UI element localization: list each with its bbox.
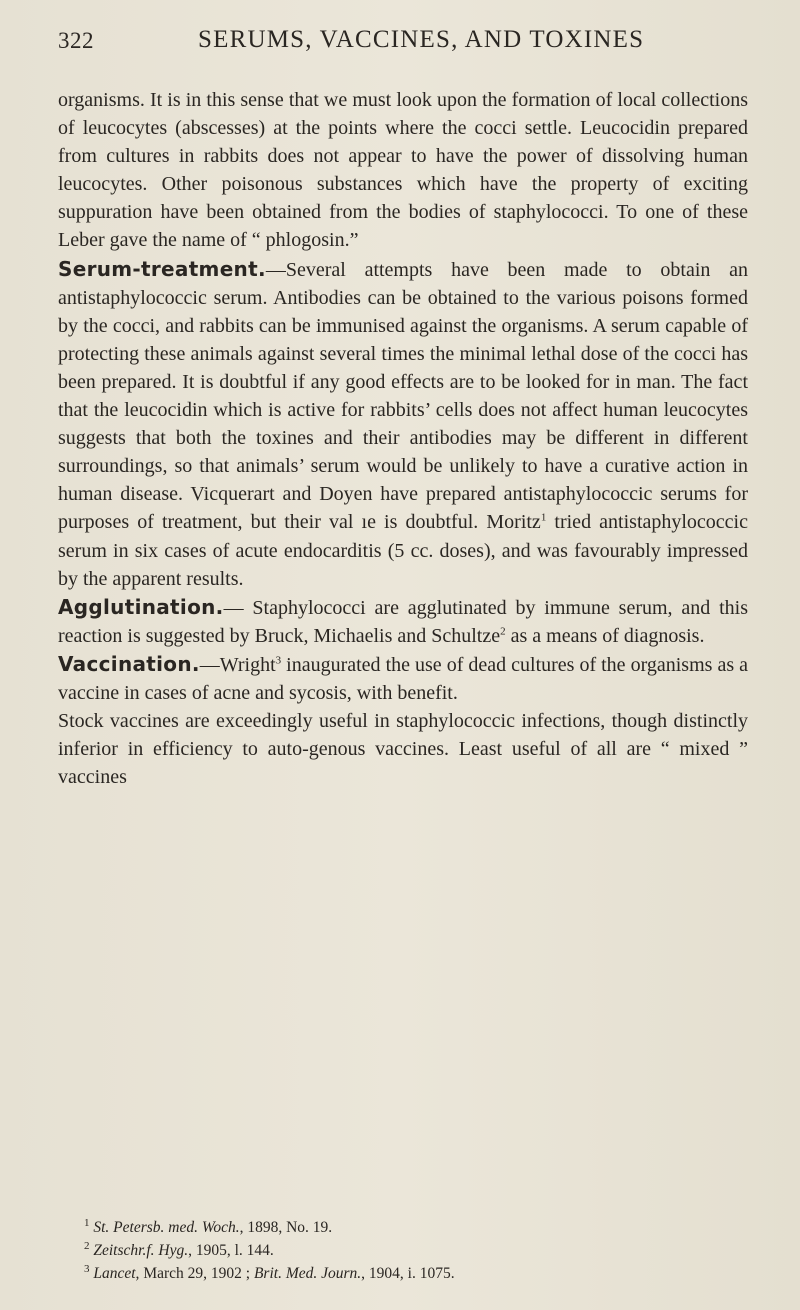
footnotes: [84, 1216, 724, 1285]
stock-vaccines-paragraph: Stock vaccines are exceedingly useful in staphylococcic infections, though distinctly inferior in efficiency to auto-genous vaccines. Least useful of all are “ mixed ” vaccines: [58, 710, 748, 789]
vaccination-heading: Vaccination.: [58, 651, 200, 676]
footnote-mark: 3: [84, 1262, 90, 1275]
footnote-mark: 1: [84, 1216, 90, 1229]
footnote-source: Zeitschr.f. Hyg.: [93, 1242, 189, 1259]
intro-paragraph: organisms. It is in this sense that we must look upon the formation of local collections of leucocytes (abscesses) at the points where the cocci settle. Leucocidin prepared from cultures in rabbits does not appear to have the power of dissolving human leucocytes. Other poisonous substances which have the property of exciting suppuration have been obtained from the bodies of staphylococci. To one of these Leber gave the name of “ phlogosin.”: [58, 89, 748, 252]
footnote-detail: March 29, 1902 ;: [139, 1265, 254, 1282]
footnote-ref-3: 3: [275, 654, 282, 667]
serum-treatment-text-1: —Several attempts have been made to obtain an antistaphylococcic serum. Antibodies can be obtained to the various poisons formed by the cocci, and rabbits can be immunised against the organisms. A serum capable of protecting these animals against several times the minimal lethal dose of the cocci has been prepared. It is doubtful if any good effects are to be looked for in man. The fact that the leucocidin which is active for rabbits’ cells does not affect human leucocytes suggests that both the toxines and their antibodies may be different in different surroundings, so that animals’ serum would be unlikely to have a curative action in human disease. Vicquerart and Doyen have prepared antistaphylococcic serums for purposes of treatment, but their val ıe is doubtful. Moritz: [58, 258, 748, 534]
page-header: [58, 22, 668, 62]
vaccination-text-2: inaugurated the use of dead cultures of the organisms as a vaccine in cases of acne and sycosis, with benefit.: [58, 653, 748, 704]
footnote-3: [84, 1262, 724, 1285]
agglutination-paragraph: [58, 593, 748, 650]
running-head: SERUMS, VACCINES, AND TOXINES: [198, 26, 645, 53]
serum-treatment-text-2: tried antistaphylococcic serum in six cases of acute endocarditis (5 cc. doses), and was favourably impressed by the apparent results.: [58, 511, 748, 590]
footnote-detail: , 1905, l. 144.: [188, 1242, 274, 1259]
footnote-detail-2: , 1904, i. 1075.: [361, 1265, 455, 1282]
serum-treatment-heading: Serum-treatment.: [58, 256, 266, 281]
agglutination-text-1: — Staphylococci are agglutinated by immune serum, and this reaction is suggested by Bruck, Michaelis and Schultze: [58, 596, 748, 647]
agglutination-heading: Agglutination.: [58, 594, 224, 619]
footnote-source: Lancet,: [93, 1265, 140, 1282]
body-text: [58, 86, 748, 791]
vaccination-paragraph: [58, 650, 748, 707]
agglutination-text-2: as a means of diagnosis.: [505, 624, 705, 647]
footnote-1: [84, 1216, 724, 1239]
footnote-2: [84, 1239, 724, 1262]
footnote-source: St. Petersb. med. Woch.: [93, 1219, 240, 1236]
footnote-ref-1: 1: [540, 511, 547, 524]
vaccination-text-1: —Wright: [199, 653, 276, 676]
footnote-source-2: Brit. Med. Journ.: [253, 1265, 362, 1282]
serum-treatment-paragraph: [58, 255, 748, 593]
footnote-ref-2: 2: [500, 625, 506, 638]
page-number: 322: [58, 28, 94, 53]
footnote-detail: , 1898, No. 19.: [239, 1219, 333, 1236]
footnote-mark: 2: [84, 1239, 90, 1252]
